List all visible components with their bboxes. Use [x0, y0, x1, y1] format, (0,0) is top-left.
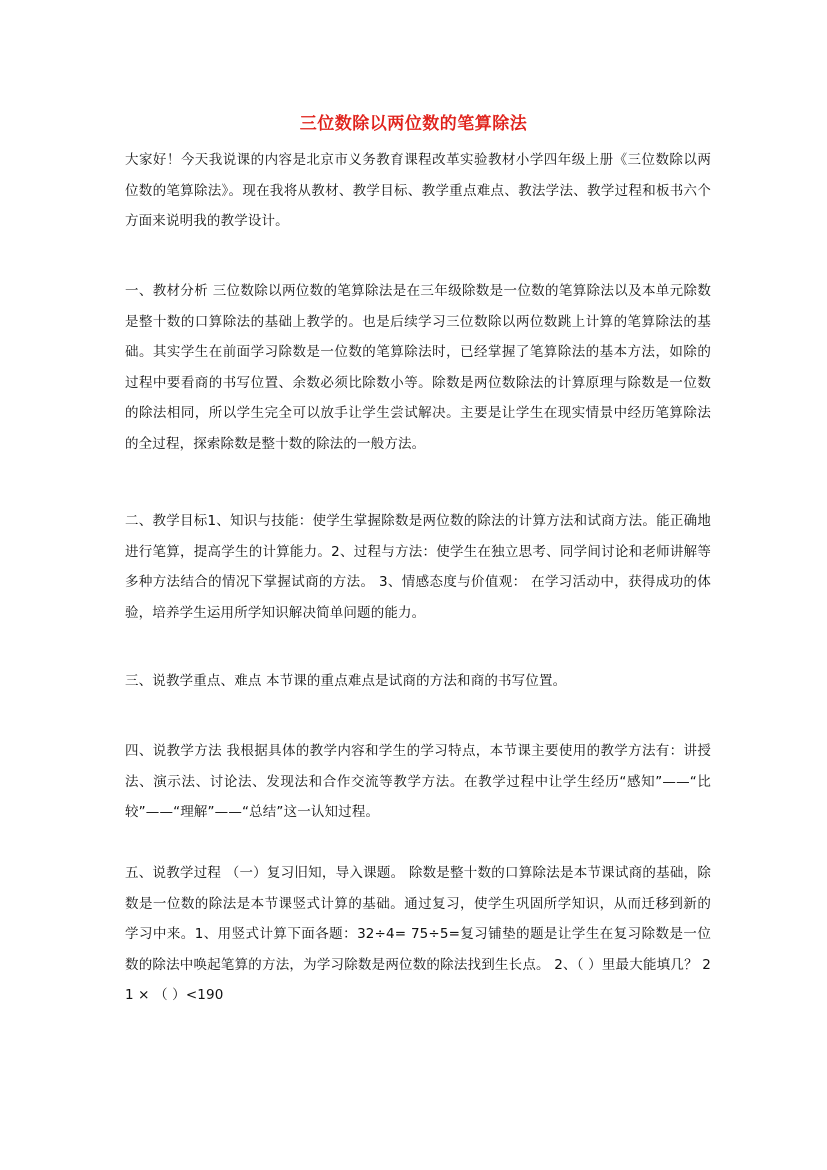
paragraph-intro: 大家好！今天我说课的内容是北京市义务教育课程改革实验教材小学四年级上册《三位数除以两位数的笔算除法》。现在我将从教材、教学目标、教学重点难点、教法学法、教学过程和板书六个方面来说明我的教学设计。	[125, 152, 711, 229]
paragraph-teaching-methods: 四、说教学方法 我根据具体的教学内容和学生的学习特点，本节课主要使用的教学方法有：讲授法、演示法、讨论法、发现法和合作交流等教学方法。在教学过程中让学生经历“感知”——“比较”——“理解”——“总结”这一认知过程。	[125, 743, 711, 820]
paragraph-key-points: 三、说教学重点、难点 本节课的重点难点是试商的方法和商的书写位置。	[125, 673, 567, 689]
paragraph-teaching-process: 五、说教学过程 （一）复习旧知，导入课题。 除数是整十数的口算除法是本节课试商的基础，除数是一位数的除法是本节课竖式计算的基础。通过复习，使学生巩固所学知识，从而迁移到新的学习中来。1、用竖式计算下面各题：32÷4= 75÷5=复习铺垫的题是让学生在复习除数是一位数的除法中唤起笔算的方法，为学习除数是两位数的除法找到生长点。 2、（ ）里最大能填几？ 21 × （ ）<190	[125, 865, 711, 1003]
paragraph-teaching-goals: 二、教学目标1、知识与技能：使学生掌握除数是两位数的除法的计算方法和试商方法。能正确地进行笔算，提高学生的计算能力。2、过程与方法：使学生在独立思考、同学间讨论和老师讲解等多种方法结合的情况下掌握试商的方法。 3、情感态度与价值观： 在学习活动中，获得成功的体验，培养学生运用所学知识解决简单问题的能力。	[125, 513, 711, 621]
paragraph-textbook-analysis: 一、教材分析 三位数除以两位数的笔算除法是在三年级除数是一位数的笔算除法以及本单元除数是整十数的口算除法的基础上教学的。也是后续学习三位数除以两位数跳上计算的笔算除法的基础。其实学生在前面学习除数是一位数的笔算除法时，已经掌握了笔算除法的基本方法，如除的过程中要看商的书写位置、余数必须比除数小等。除数是两位数除法的计算原理与除数是一位数的除法相同，所以学生完全可以放手让学生尝试解决。主要是让学生在现实情景中经历笔算除法的全过程，探索除数是整十数的除法的一般方法。	[125, 283, 711, 452]
document-title: 三位数除以两位数的笔算除法	[299, 114, 528, 134]
